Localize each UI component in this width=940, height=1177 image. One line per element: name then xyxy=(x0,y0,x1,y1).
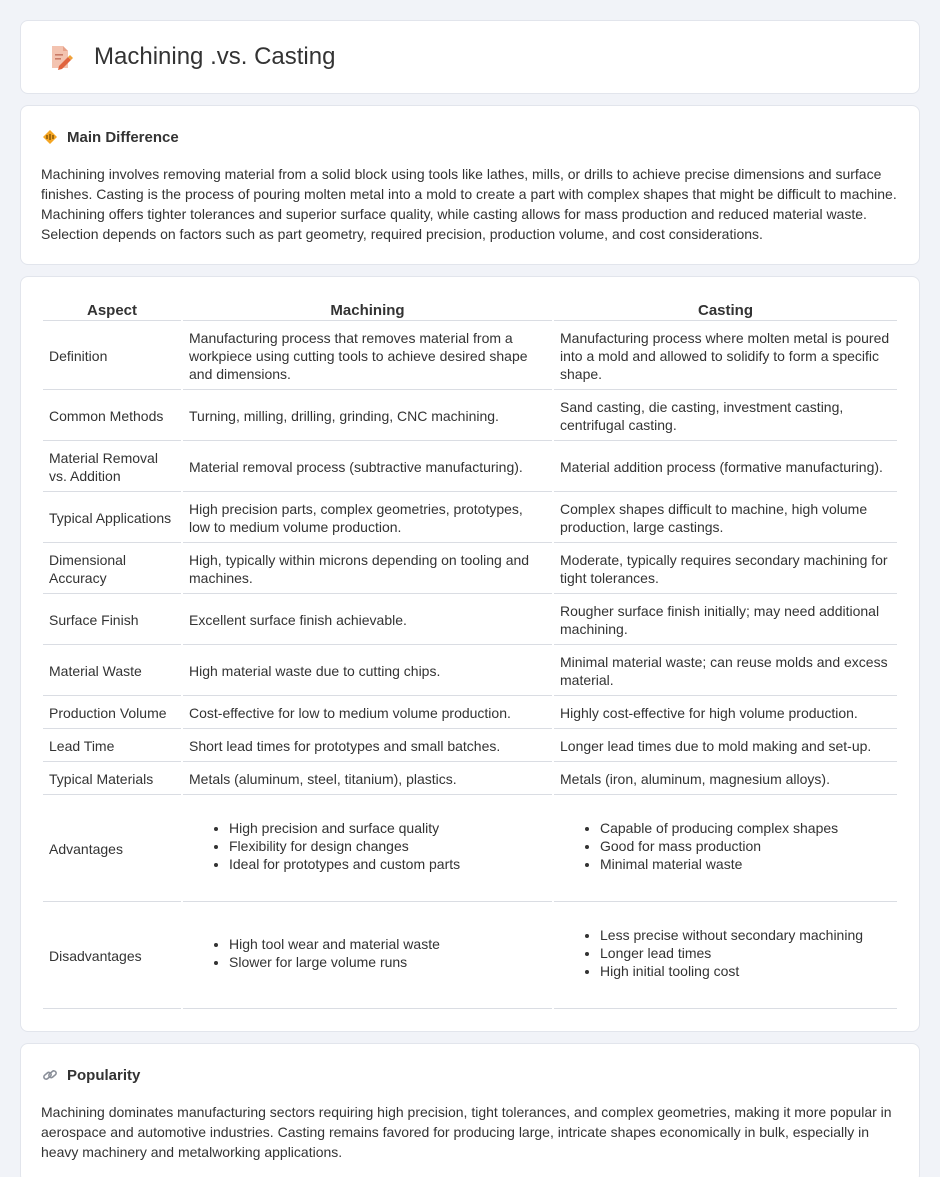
casting-cell: Metals (iron, aluminum, magnesium alloys). xyxy=(554,764,897,795)
header-card xyxy=(20,20,920,94)
list-item: • Good for mass production xyxy=(600,837,891,855)
aspect-cell: Common Methods xyxy=(43,392,181,441)
casting-cell: Moderate, typically requires secondary machining for tight tolerances. xyxy=(554,545,897,594)
casting-cell: Complex shapes difficult to machine, high volume production, large castings. xyxy=(554,494,897,543)
header-machining: Machining xyxy=(183,299,552,321)
casting-cell: Highly cost-effective for high volume production. xyxy=(554,698,897,729)
main-difference-text: Machining involves removing material from a solid block using tools like lathes, mills, or drills to achieve precise dimensions and surface finishes. Casting is the process of pouring molten metal into a mold to create a part with complex shapes that might be difficult to machine. Machining offers tighter tolerances and superior surface quality, while casting allows for mass production and reduced material waste. Selection depends on factors such as part geometry, required precision, production volume, and cost considerations. xyxy=(41,166,897,242)
machining-cell: High precision parts, complex geometries, prototypes, low to medium volume production. xyxy=(183,494,552,543)
table-row xyxy=(43,647,897,696)
aspect-cell: Typical Applications xyxy=(43,494,181,543)
machining-cell: High material waste due to cutting chips. xyxy=(183,647,552,696)
table-row xyxy=(43,494,897,543)
casting-cell: Material addition process (formative manufacturing). xyxy=(554,443,897,492)
aspect-cell: Lead Time xyxy=(43,731,181,762)
main-difference-card xyxy=(20,105,920,265)
table-row xyxy=(43,545,897,594)
machining-cell: High, typically within microns depending on tooling and machines. xyxy=(183,545,552,594)
casting-cell: Longer lead times due to mold making and set-up. xyxy=(554,731,897,762)
list-item: • Less precise without secondary machining xyxy=(600,926,891,944)
table-row xyxy=(43,323,897,390)
casting-disadvantages-cell xyxy=(554,904,897,1009)
casting-disadvantages-list xyxy=(560,926,891,980)
list-item: • Longer lead times xyxy=(600,944,891,962)
machining-cell: Cost-effective for low to medium volume production. xyxy=(183,698,552,729)
table-row xyxy=(43,443,897,492)
page-title: Machining .vs. Casting xyxy=(94,43,336,70)
popularity-title: Popularity xyxy=(67,1066,141,1084)
machining-disadvantages-cell xyxy=(183,904,552,1009)
aspect-cell: Production Volume xyxy=(43,698,181,729)
machining-cell: Manufacturing process that removes material from a workpiece using cutting tools to achieve desired shape and dimensions. xyxy=(183,323,552,390)
advantages-row xyxy=(43,797,897,902)
table-header-row xyxy=(43,299,897,321)
machining-cell: Short lead times for prototypes and small batches. xyxy=(183,731,552,762)
disadvantages-row xyxy=(43,904,897,1009)
list-item: • Ideal for prototypes and custom parts xyxy=(229,855,546,873)
casting-advantages-cell xyxy=(554,797,897,902)
list-item: • High initial tooling cost xyxy=(600,962,891,980)
aspect-cell: Definition xyxy=(43,323,181,390)
machining-advantages-cell xyxy=(183,797,552,902)
popularity-text: Machining dominates manufacturing sectors requiring high precision, tight tolerances, and complex geometries, making it more popular in aerospace and automotive industries. Casting remains favored for producing large, intricate shapes economically in bulk, especially in heavy machinery and metalworking applications. xyxy=(41,1104,892,1160)
casting-advantages-list xyxy=(560,819,891,873)
aspect-cell: Typical Materials xyxy=(43,764,181,795)
aspect-cell: Surface Finish xyxy=(43,596,181,645)
list-item: • High tool wear and material waste xyxy=(229,935,546,953)
main-difference-title: Main Difference xyxy=(67,128,179,146)
popularity-header xyxy=(41,1066,899,1084)
machining-disadvantages-list xyxy=(189,935,546,971)
machining-cell: Turning, milling, drilling, grinding, CNC machining. xyxy=(183,392,552,441)
comparison-table-card xyxy=(20,276,920,1032)
aspect-cell: Material Removal vs. Addition xyxy=(43,443,181,492)
casting-cell: Rougher surface finish initially; may need additional machining. xyxy=(554,596,897,645)
list-item: • High precision and surface quality xyxy=(229,819,546,837)
aspect-cell: Dimensional Accuracy xyxy=(43,545,181,594)
table-row xyxy=(43,392,897,441)
machining-advantages-list xyxy=(189,819,546,873)
casting-cell: Sand casting, die casting, investment casting, centrifugal casting. xyxy=(554,392,897,441)
comparison-table xyxy=(41,297,899,1011)
aspect-cell: Advantages xyxy=(43,797,181,902)
list-item: • Minimal material waste xyxy=(600,855,891,873)
aspect-cell: Material Waste xyxy=(43,647,181,696)
link-icon xyxy=(41,1066,59,1084)
table-row xyxy=(43,764,897,795)
list-item: • Slower for large volume runs xyxy=(229,953,546,971)
popularity-card xyxy=(20,1043,920,1177)
machining-cell: Material removal process (subtractive manufacturing). xyxy=(183,443,552,492)
casting-cell: Minimal material waste; can reuse molds and excess material. xyxy=(554,647,897,696)
list-item: • Capable of producing complex shapes xyxy=(600,819,891,837)
document-pencil-icon xyxy=(46,43,74,71)
machining-cell: Metals (aluminum, steel, titanium), plastics. xyxy=(183,764,552,795)
table-row xyxy=(43,698,897,729)
header-casting: Casting xyxy=(554,299,897,321)
machining-cell: Excellent surface finish achievable. xyxy=(183,596,552,645)
aspect-cell: Disadvantages xyxy=(43,904,181,1009)
casting-cell: Manufacturing process where molten metal is poured into a mold and allowed to solidify to form a specific shape. xyxy=(554,323,897,390)
table-row xyxy=(43,731,897,762)
list-item: • Flexibility for design changes xyxy=(229,837,546,855)
table-row xyxy=(43,596,897,645)
header-aspect: Aspect xyxy=(43,299,181,321)
main-difference-header xyxy=(41,128,899,146)
diamond-icon xyxy=(41,128,59,146)
